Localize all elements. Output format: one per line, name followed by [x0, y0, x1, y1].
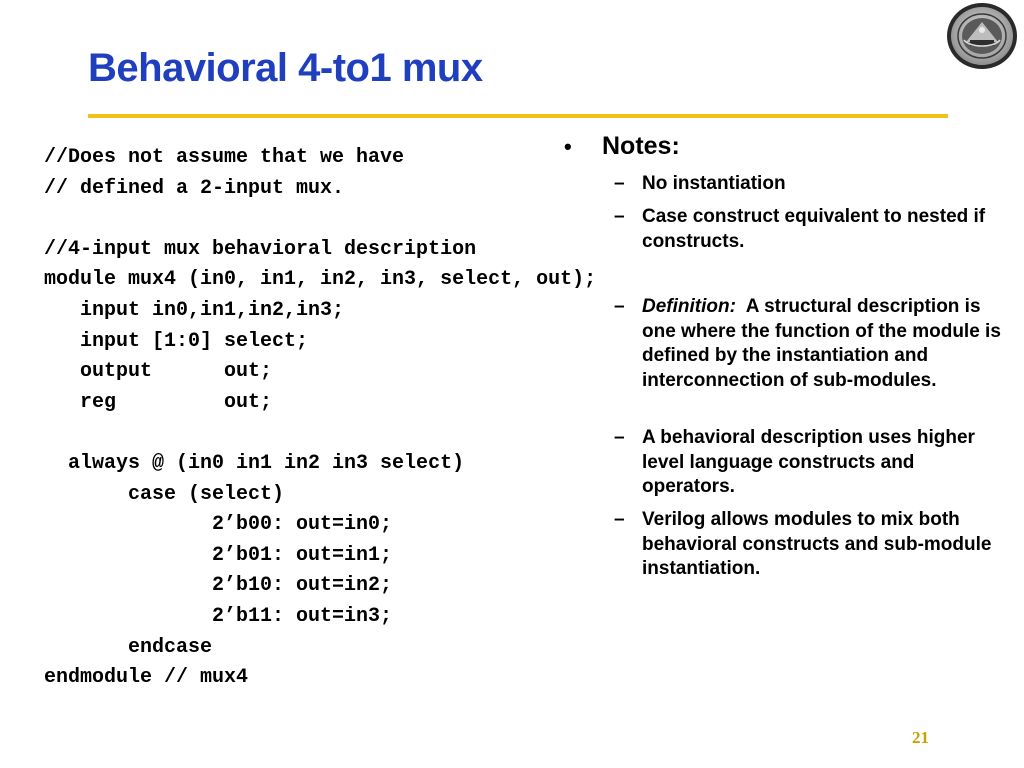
code-line: 2’b01: out=in1;	[44, 543, 393, 567]
dash-marker: –	[614, 296, 625, 317]
note-text: Verilog allows modules to mix both behavioral constructs and sub-module instantiation.	[642, 509, 992, 579]
code-line: always @ (in0 in1 in2 in3 select)	[44, 452, 465, 475]
dash-marker: –	[614, 509, 625, 530]
code-line: reg out;	[44, 390, 273, 414]
bullet-icon: •	[564, 134, 572, 159]
code-line: // defined a 2-input mux.	[44, 176, 345, 200]
code-line: //Does not assume that we have	[44, 146, 405, 169]
notes-heading: Notes:	[602, 132, 680, 160]
dash-marker: –	[614, 427, 625, 448]
code-line: output out;	[44, 360, 273, 384]
code-line: input [1:0] select;	[44, 329, 309, 353]
page-number: 21	[912, 728, 929, 747]
code-line: module mux4 (in0, in1, in2, in3, select, out);	[44, 268, 597, 292]
code-line: 2’b11: out=in3;	[44, 605, 393, 628]
definition-label: Definition:	[642, 296, 736, 317]
university-seal-icon	[944, 0, 1020, 72]
code-line: 2’b10: out=in2;	[44, 574, 393, 598]
code-line: case (select)	[44, 482, 285, 506]
slide-title: Behavioral 4-to1 mux	[88, 46, 483, 90]
code-line: endcase	[44, 635, 213, 659]
code-line: //4-input mux behavioral description	[44, 237, 477, 261]
code-line: 2’b00: out=in0;	[44, 513, 393, 537]
code-line: input in0,in1,in2,in3;	[44, 299, 345, 322]
code-line: endmodule // mux4	[44, 666, 249, 690]
note-text: A structural description is one where the function of the module is defined by the instantiation and interconnection of sub-modules.	[642, 296, 1001, 391]
note-definition-text	[642, 295, 1008, 393]
note-text: No instantiation	[642, 173, 786, 194]
note-text: Case construct equivalent to nested if constructs.	[642, 206, 986, 252]
dash-marker: –	[614, 206, 625, 227]
notes-heading-row	[560, 132, 680, 161]
note-text: A behavioral description uses higher level language constructs and operators.	[642, 427, 975, 497]
dash-marker: –	[614, 173, 625, 194]
title-underline	[88, 114, 948, 118]
